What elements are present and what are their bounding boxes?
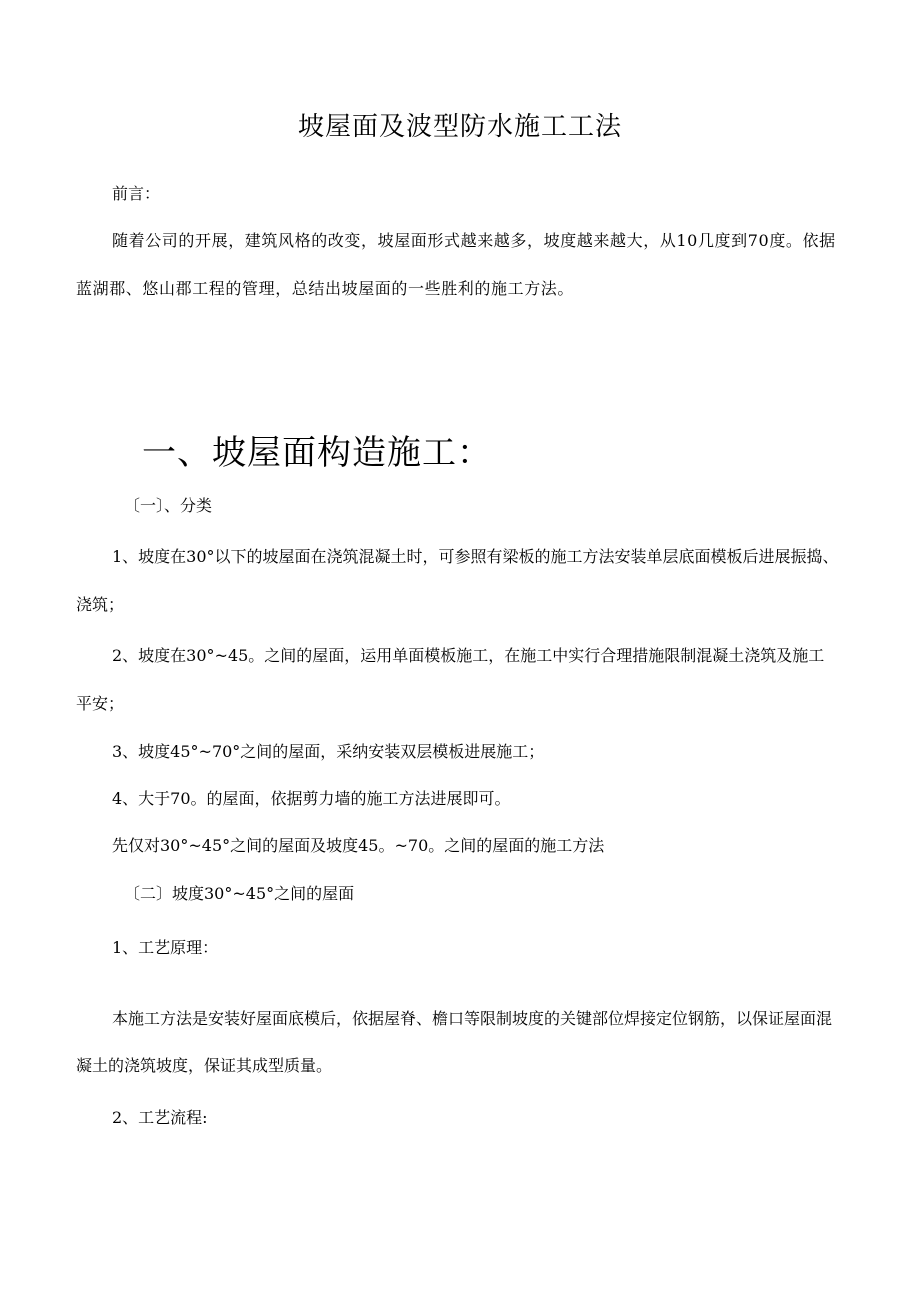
section-1-heading: 一、坡屋面构造施工：	[142, 433, 492, 473]
item-1-line-1: 1、坡度在30°以下的坡屋面在浇筑混凝土时，可参照有梁板的施工方法安装单层底面模板后进展振捣、	[112, 547, 839, 566]
flow-heading: 2、工艺流程:	[112, 1108, 208, 1127]
subsection-1-heading: 〔一〕、分类	[124, 496, 213, 515]
item-4: 4、大于70。的屋面，依据剪力墙的施工方法进展即可。	[112, 789, 511, 808]
item-1-line-2: 浇筑；	[76, 595, 125, 614]
principle-paragraph-line-1: 本施工方法是安装好屋面底模后，依据屋脊、檐口等限制坡度的关键部位焊接定位钢筋，以保证屋面混	[112, 1009, 833, 1028]
principle-heading: 1、工艺原理：	[112, 938, 219, 957]
principle-paragraph-line-2: 凝土的浇筑坡度，保证其成型质量。	[76, 1056, 333, 1075]
note-line: 先仅对30°~45°之间的屋面及坡度45。~70。之间的屋面的施工方法	[112, 836, 605, 855]
preface-paragraph-line-2: 蓝湖郡、悠山郡工程的管理，总结出坡屋面的一些胜利的施工方法。	[76, 279, 575, 298]
document-title: 坡屋面及波型防水施工工法	[297, 112, 622, 142]
item-3: 3、坡度45°~70°之间的屋面，采纳安装双层模板进展施工；	[112, 742, 545, 761]
item-2-line-2: 平安；	[76, 694, 125, 713]
item-2-line-1: 2、坡度在30°~45。之间的屋面，运用单面模板施工，在施工中实行合理措施限制混凝土浇筑及施工	[112, 646, 825, 665]
preface-paragraph-line-1: 随着公司的开展，建筑风格的改变，坡屋面形式越来越多，坡度越来越大，从10几度到70度。依据	[112, 231, 836, 250]
subsection-2-heading: 〔二〕坡度30°~45°之间的屋面	[124, 884, 355, 903]
preface-label: 前言：	[112, 184, 161, 203]
